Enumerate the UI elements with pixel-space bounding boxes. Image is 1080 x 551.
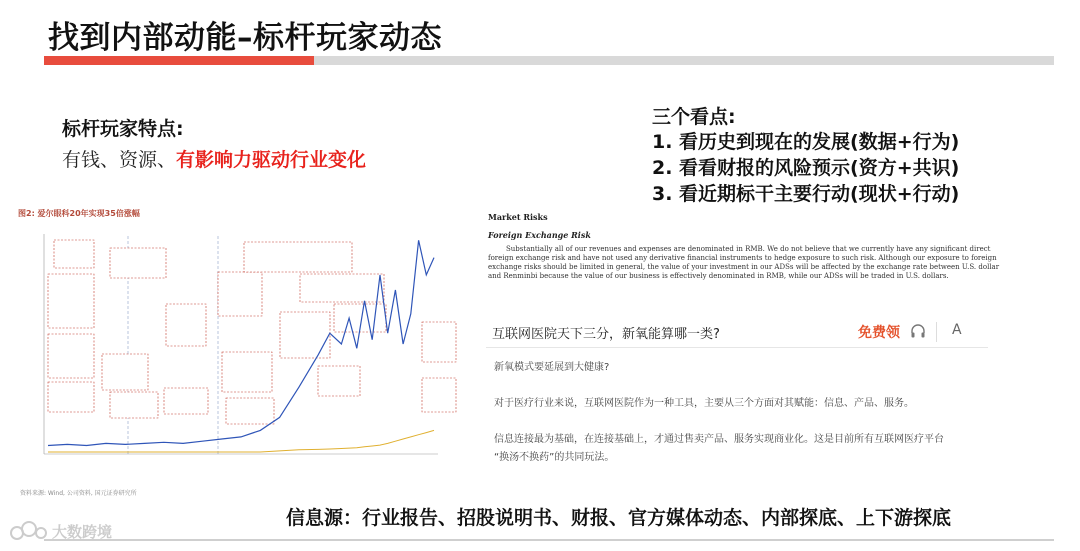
brand-logo-icon <box>10 519 48 543</box>
header-divider <box>936 322 937 342</box>
points-heading: 三个看点: <box>652 106 736 128</box>
article-paragraph: 信息连接最为基础，在连接基础上，才通过售卖产品、服务实现商业化。这是目前所有互联网医疗平台 <box>494 434 944 445</box>
points-list <box>652 129 959 207</box>
annotation-box <box>54 240 94 268</box>
chart-caption: 图2: 爱尔眼科20年实现35倍涨幅 <box>18 209 140 218</box>
annotation-box <box>422 322 456 362</box>
player-features <box>62 114 366 172</box>
report-body: Substantially all of our revenues and expenses are denominated in RMB. We do not believe that we currently have any significant direct foreign exchange risk and have not used any derivative financial instruments to hedge exposure to such risk. Although our exposure to foreign exchange risks should be limited in general, the value of your investment in our ADSs will be affected by the exchange rate between U.S. dollar and Renminbi because the value of our business is effectively denominated in RMB, while our ADSs will be traded in U.S. dollars. <box>488 245 1000 280</box>
annotation-box <box>48 382 94 412</box>
point-item: 1. 看历史到现在的发展(数据+行为) <box>652 131 960 153</box>
report-heading: Market Risks <box>488 212 548 222</box>
title-underline-accent <box>44 56 314 65</box>
article-paragraph: 对于医疗行业来说，互联网医院作为一种工具，主要从三个方面对其赋能：信息、产品、服务。 <box>494 398 914 409</box>
annotation-box <box>280 312 330 358</box>
font-size-button[interactable]: A <box>952 322 962 338</box>
stock-chart <box>18 222 470 486</box>
features-line <box>62 145 366 172</box>
title-underline-bar <box>44 56 1054 65</box>
point-item: 3. 看近期标干主要行动(现状+行动) <box>652 183 960 205</box>
annotation-box <box>226 398 274 424</box>
headphone-icon[interactable] <box>910 323 926 339</box>
brand-logo <box>10 517 112 545</box>
features-heading: 标杆玩家特点: <box>62 118 184 140</box>
annotation-box <box>110 248 166 278</box>
annotation-box <box>164 388 208 414</box>
news-article-card <box>486 316 988 466</box>
annotation-box <box>48 334 94 378</box>
features-plain-text: 有钱、资源、 <box>62 149 177 171</box>
article-paragraph: “换汤不换药”的共同玩法。 <box>494 452 615 463</box>
report-subheading: Foreign Exchange Risk <box>488 230 591 240</box>
annotation-box <box>166 304 206 346</box>
article-header <box>486 316 988 348</box>
article-paragraph: 新氧模式要延展到大健康? <box>494 362 610 373</box>
annotation-box <box>218 272 262 316</box>
annotation-box <box>422 378 456 412</box>
annotation-box <box>102 354 148 390</box>
free-claim-button[interactable]: 免费领 <box>858 325 900 341</box>
point-item: 2. 看看财报的风险预示(资方+共识) <box>652 157 960 179</box>
stock-chart-figure <box>18 208 470 500</box>
bottom-divider <box>44 539 1054 541</box>
article-title[interactable]: 互联网医院天下三分，新氧能算哪一类? <box>492 327 720 342</box>
annotation-box <box>318 366 360 396</box>
features-highlight-text: 有影响力驱动行业变化 <box>176 149 367 171</box>
annotation-box <box>300 274 384 302</box>
annotation-box <box>110 392 158 418</box>
key-points <box>652 102 959 207</box>
brand-name: 大数跨境 <box>52 522 113 541</box>
chart-source: 资料来源: Wind, 公司资料, 国元证券研究所 <box>20 490 137 497</box>
annotation-box <box>244 242 352 272</box>
annotation-box <box>222 352 272 392</box>
annotation-box <box>48 274 94 328</box>
page-title: 找到内部动能–标杆玩家动态 <box>48 20 442 56</box>
info-sources-line: 信息源：行业报告、招股说明书、财报、官方媒体动态、内部探底、上下游探底 <box>286 507 952 529</box>
prospectus-excerpt <box>488 212 1008 312</box>
